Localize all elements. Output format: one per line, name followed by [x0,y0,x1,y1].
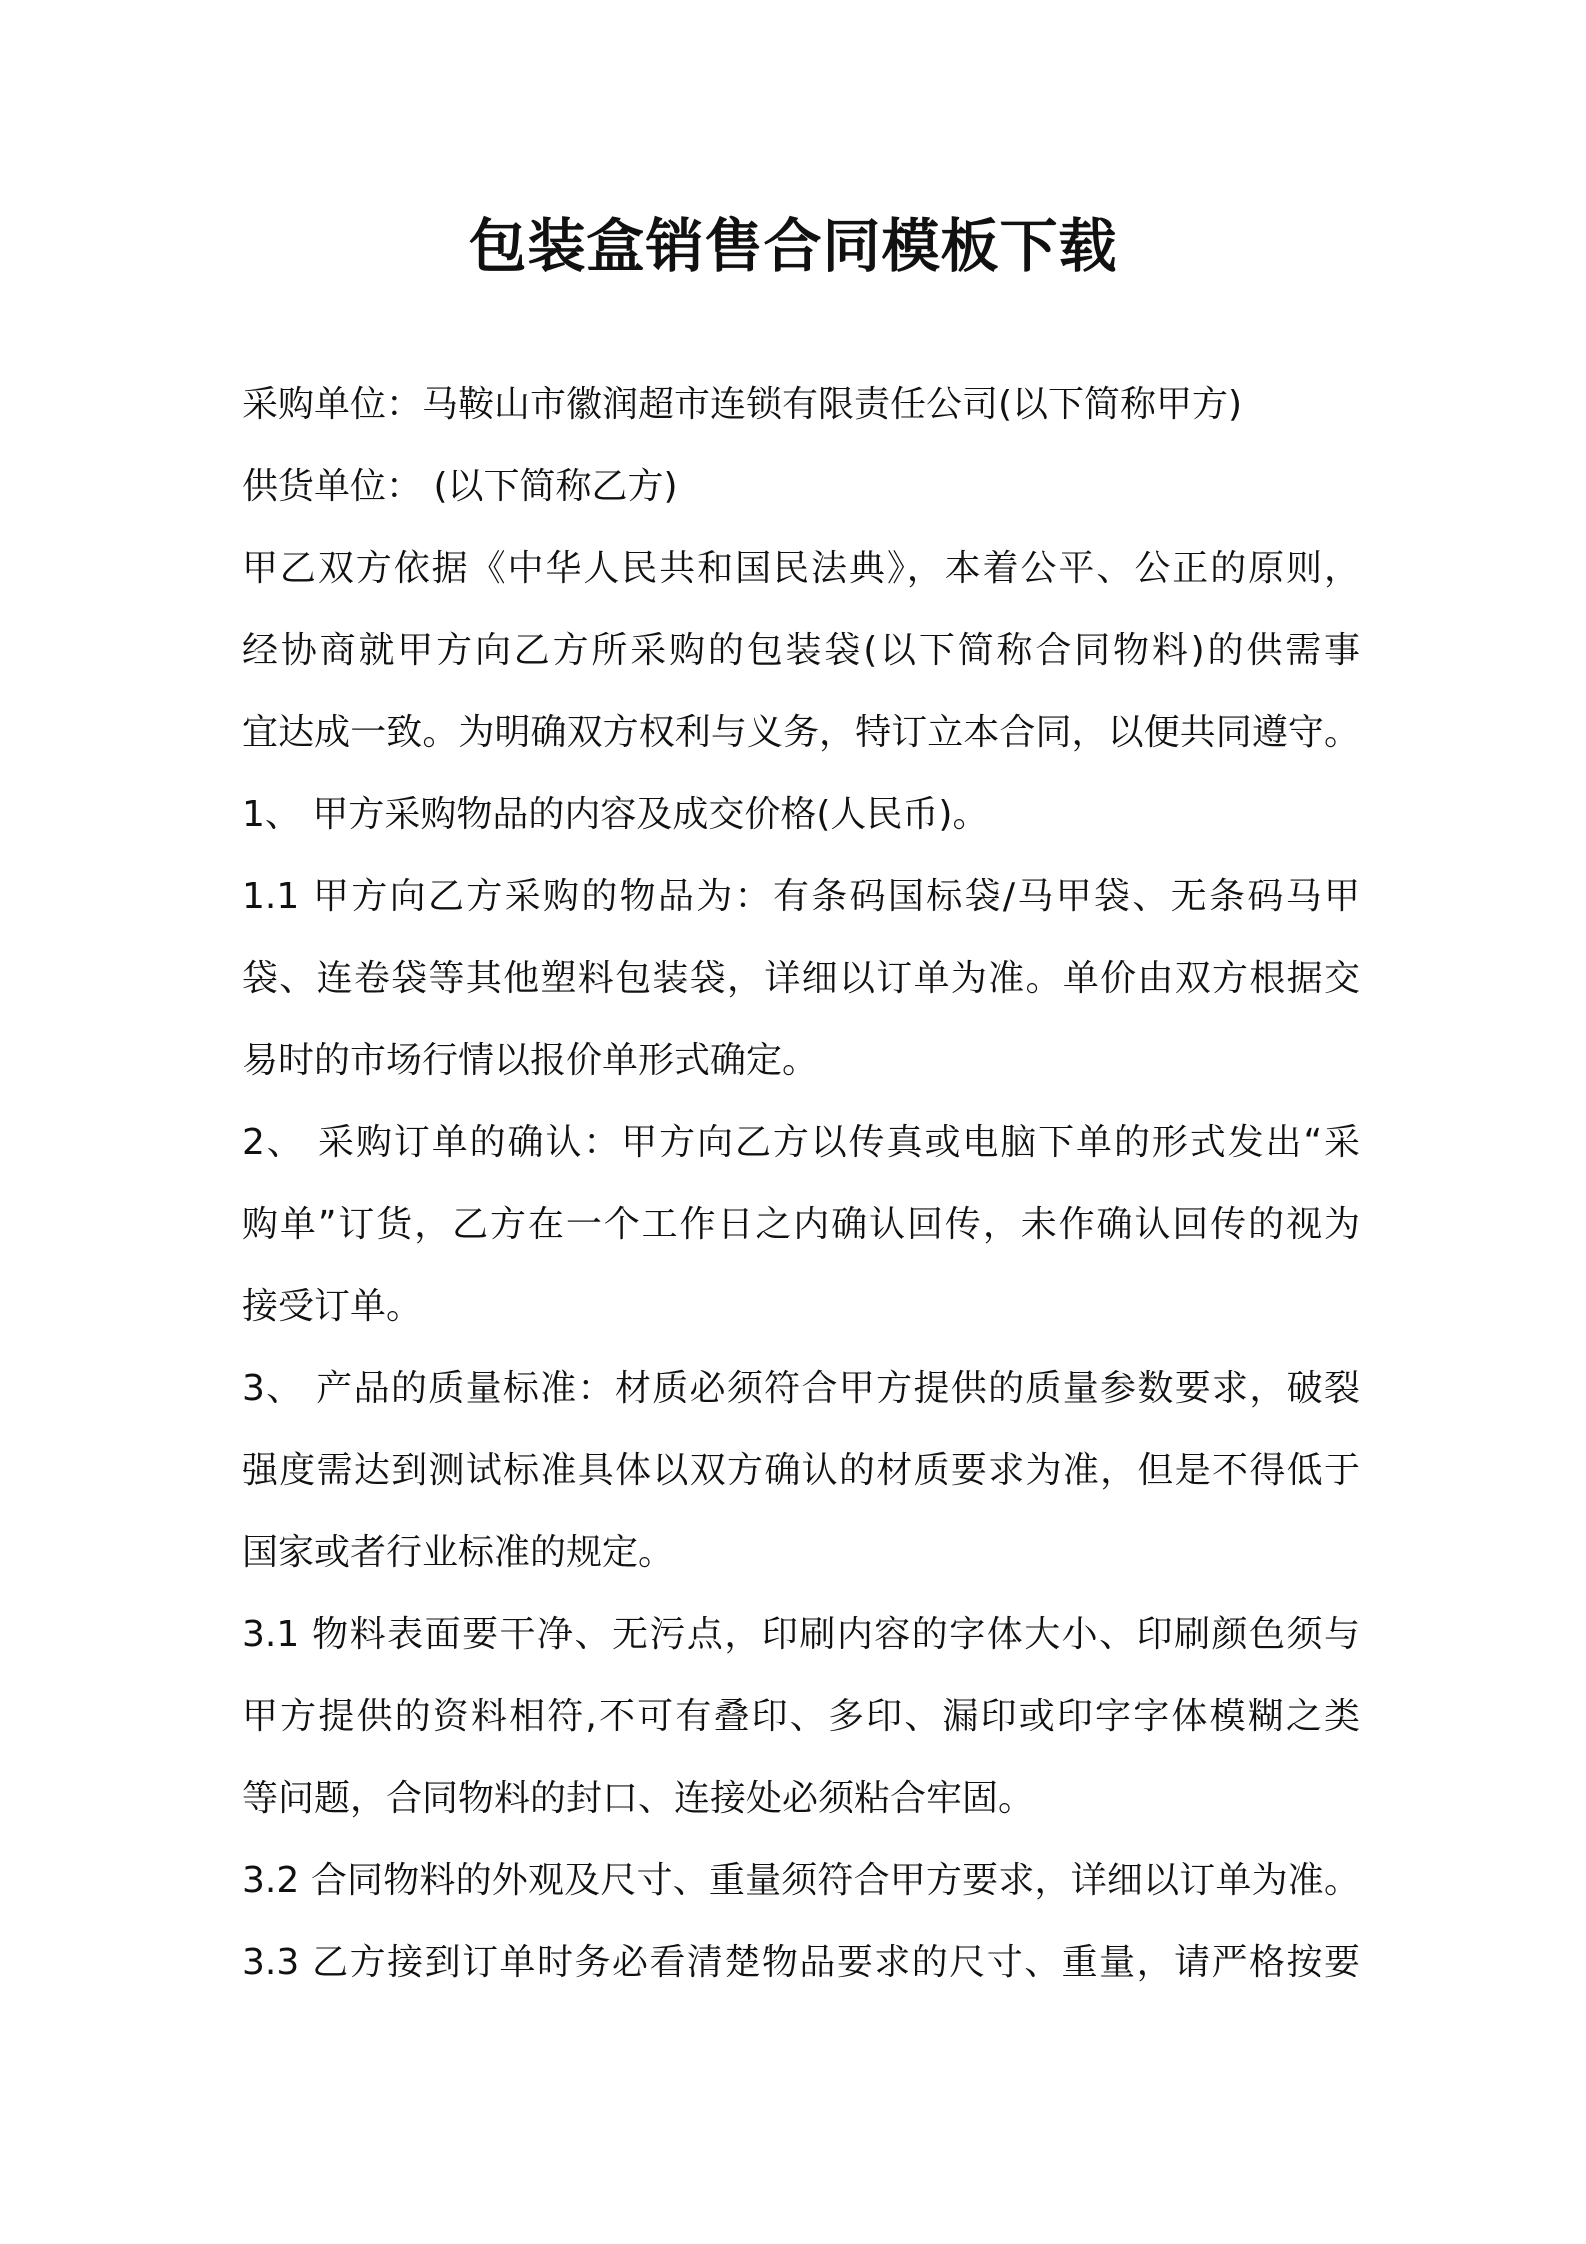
paragraph-line: 3.3 乙方接到订单时务必看清楚物品要求的尺寸、重量，请严格按要 [242,1942,1360,1983]
paragraph-line: 强度需达到测试标准具体以双方确认的材质要求为准，但是不得低于 [242,1450,1360,1491]
paragraph-line: 3.2 合同物料的外观及尺寸、重量须符合甲方要求，详细以订单为准。 [242,1860,1360,1901]
paragraph-line: 3、 产品的质量标准：材质必须符合甲方提供的质量参数要求，破裂 [242,1368,1360,1409]
paragraph-line: 袋、连卷袋等其他塑料包装袋，详细以订单为准。单价由双方根据交 [242,958,1360,999]
clause-heading: 1、 甲方采购物品的内容及成交价格(人民币)。 [242,794,989,835]
paragraph-line: 1.1 甲方向乙方采购的物品为：有条码国标袋/马甲袋、无条码马甲 [242,876,1360,917]
paragraph-line: 易时的市场行情以报价单形式确定。 [242,1040,819,1081]
purchaser-line: 采购单位：马鞍山市徽润超市连锁有限责任公司(以下简称甲方) [242,384,1243,425]
supplier-line: 供货单位： (以下简称乙方) [242,466,678,507]
paragraph-line: 3.1 物料表面要干净、无污点，印刷内容的字体大小、印刷颜色须与 [242,1614,1360,1655]
paragraph-line: 2、 采购订单的确认：甲方向乙方以传真或电脑下单的形式发出“采 [242,1122,1360,1163]
paragraph-line: 购单”订货，乙方在一个工作日之内确认回传，未作确认回传的视为 [242,1204,1360,1245]
paragraph-line: 国家或者行业标准的规定。 [242,1532,675,1573]
paragraph-line: 等问题，合同物料的封口、连接处必须粘合牢固。 [242,1778,1035,1819]
paragraph-line: 甲乙双方依据《中华人民共和国民法典》，本着公平、公正的原则， [242,548,1360,589]
paragraph-line: 宜达成一致。为明确双方权利与义务，特订立本合同，以便共同遵守。 [242,712,1360,753]
paragraph-line: 经协商就甲方向乙方所采购的包装袋(以下简称合同物料)的供需事 [242,630,1360,671]
document-title: 包装盒销售合同模板下载 [468,212,1118,280]
document-body [242,364,1360,2004]
paragraph-line: 接受订单。 [242,1286,423,1327]
paragraph-line: 甲方提供的资料相符,不可有叠印、多印、漏印或印字字体模糊之类 [242,1696,1360,1737]
